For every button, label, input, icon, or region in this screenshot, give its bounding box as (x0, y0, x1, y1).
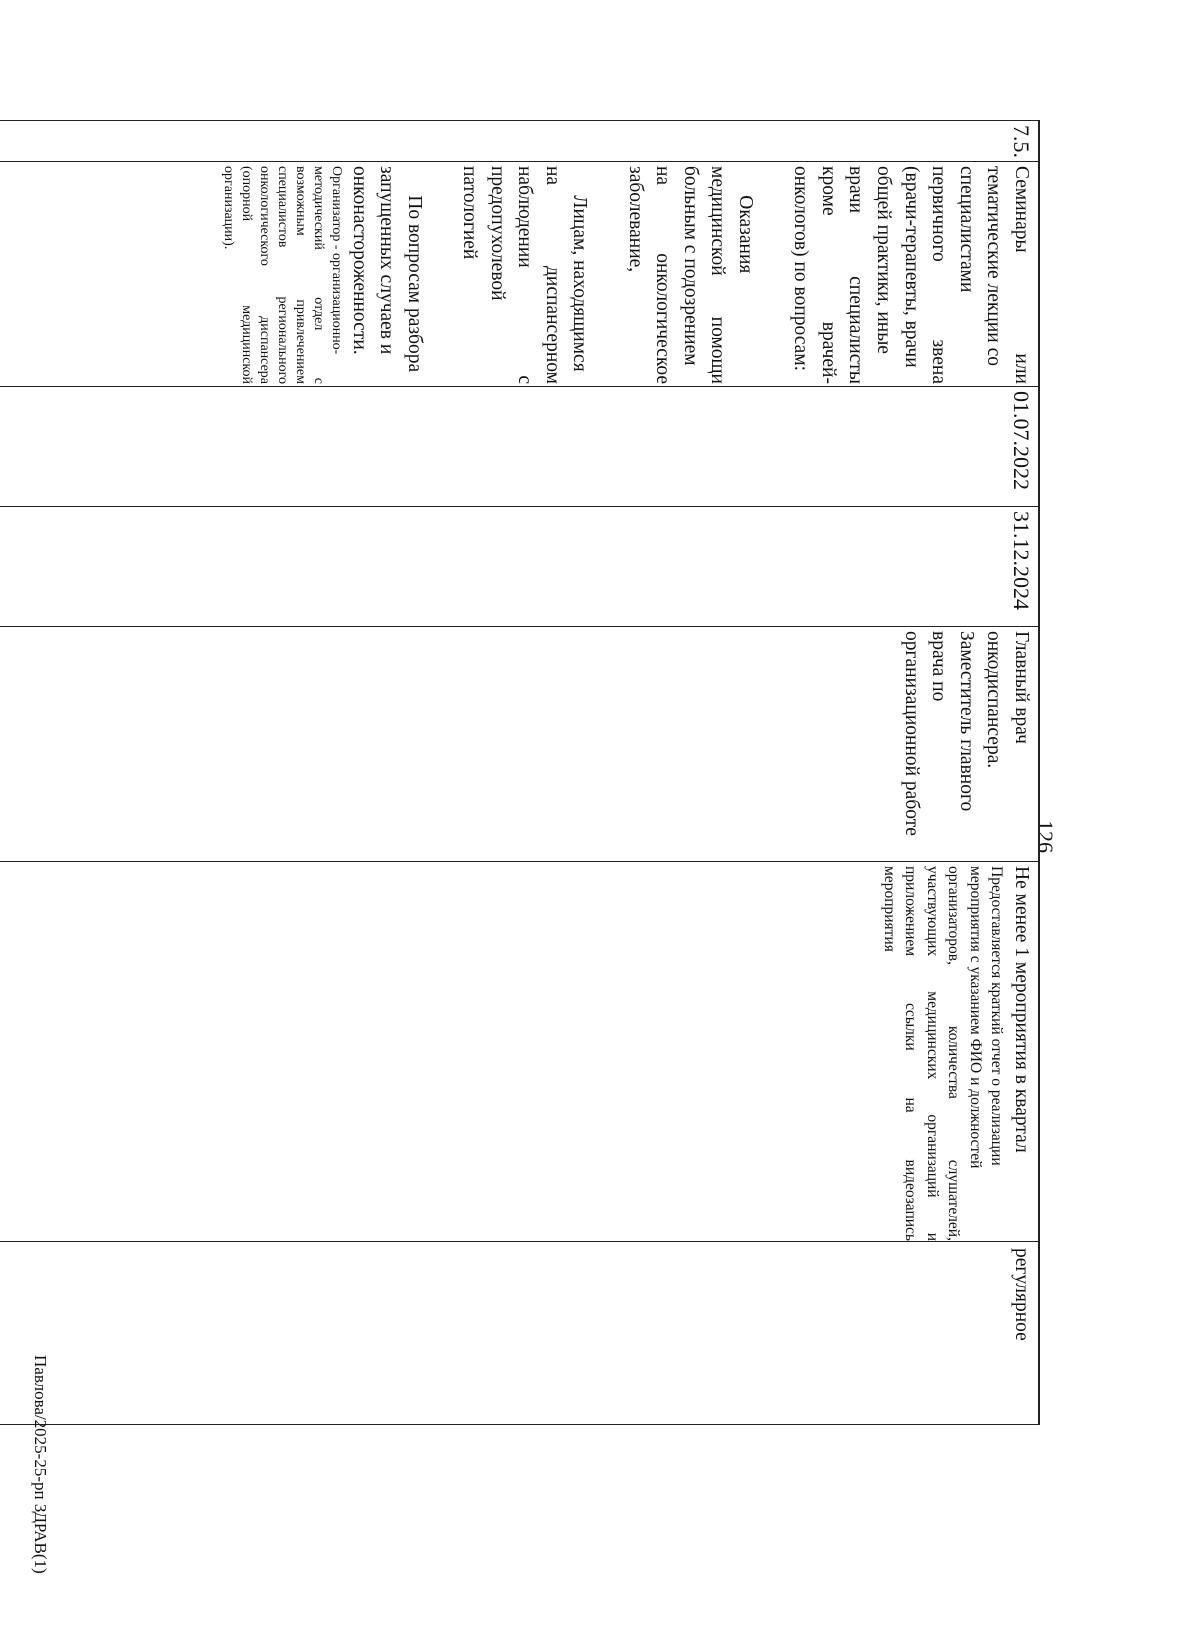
text-line (980, 166, 1008, 384)
col-divider (0, 626, 1039, 627)
word: заболевание, (624, 166, 646, 273)
text-line (704, 166, 732, 384)
word: или (1011, 353, 1032, 384)
text-line (952, 166, 980, 384)
word: ссылки (902, 1002, 920, 1051)
text-line (428, 166, 456, 384)
responsible-lines (897, 631, 1035, 866)
word: с (514, 375, 536, 384)
text-line (373, 166, 401, 384)
description-lines (345, 166, 1035, 384)
organizer-lines (219, 166, 345, 384)
word: привлечением (293, 299, 309, 384)
start-date: 01.07.2022 (1009, 391, 1034, 490)
word: приложением (902, 866, 920, 957)
word: на (541, 166, 563, 186)
col-divider (0, 1241, 1039, 1242)
responsible-line: Заместитель главного (955, 631, 977, 812)
end-date: 31.12.2024 (1009, 511, 1034, 610)
word: специалистов (275, 166, 291, 248)
text-line (291, 166, 309, 384)
word: (опорной (239, 166, 255, 222)
word: (врачи-терапевты, врачи (900, 166, 922, 368)
text-line (538, 166, 566, 384)
word: онкологическое (652, 253, 674, 384)
word: Лицам, находящимся (569, 166, 591, 372)
text-line (400, 166, 428, 384)
text-line (456, 166, 484, 384)
text-line (787, 166, 815, 384)
word: медицинских (923, 991, 941, 1080)
word: количества (945, 1025, 963, 1099)
text-line (255, 166, 273, 384)
page-number: 126 (1033, 820, 1058, 853)
text-line (219, 166, 237, 384)
text-line (483, 166, 511, 384)
text-line (345, 166, 373, 384)
word: на (902, 1097, 920, 1113)
text-line (842, 166, 870, 384)
word: запущенных случаев и (376, 166, 398, 355)
word: организации). (221, 166, 237, 250)
word: на (652, 166, 674, 186)
word: возможным (293, 166, 309, 236)
responsible-line: организационной работе (900, 631, 922, 836)
text-line (964, 866, 986, 1241)
word: медицинской (239, 305, 255, 384)
word: мероприятия (880, 866, 898, 952)
text-line (649, 166, 677, 384)
col-divider (0, 386, 1039, 387)
text-line (814, 166, 842, 384)
word: больным с подозрением (679, 166, 701, 366)
word: тематические лекции со (983, 166, 1005, 366)
word: общей практики, иные (873, 166, 895, 354)
measure-description (219, 166, 1035, 384)
text-line (273, 166, 291, 384)
word: специалистами (955, 166, 977, 293)
word: организаторов, (945, 866, 963, 965)
indicator-body (878, 866, 1007, 1241)
word: врачей- (817, 321, 839, 384)
text-line (676, 166, 704, 384)
word: и (923, 1232, 941, 1241)
word: отдел (311, 297, 327, 331)
text-line (921, 866, 943, 1241)
text-line (731, 166, 759, 384)
word: регионального (275, 296, 291, 384)
text-line (511, 166, 539, 384)
text-line (897, 166, 925, 384)
text-line (621, 166, 649, 384)
text-line (878, 866, 900, 1241)
word: Организатор - организационно- (329, 166, 345, 355)
col-divider (0, 161, 1039, 162)
word: врачи (845, 166, 867, 214)
responsible-line: онкодиспансера. (983, 631, 1005, 769)
text-line (943, 866, 965, 1241)
word: диспансерном (541, 266, 563, 384)
text-line (327, 166, 345, 384)
word: звена (928, 339, 950, 384)
document-code: Павлова/2025-25-рп ЗДРАВ(1) (31, 1355, 50, 1574)
table-top-line (1038, 121, 1039, 1424)
word: онконастороженности. (348, 166, 370, 355)
row-number: 7.5. (1009, 125, 1034, 158)
word (759, 166, 787, 171)
word: онкологов) по вопросам: (790, 166, 812, 372)
indicator-title: Не менее 1 мероприятия в квартал (1011, 866, 1032, 1153)
word: Предоставляется краткий отчет о реализации (988, 866, 1006, 1166)
text-line (1007, 166, 1035, 384)
measures-table (0, 120, 1040, 1425)
text-line (309, 166, 327, 384)
word: патологией (459, 166, 481, 260)
word: наблюдении (514, 166, 536, 268)
col-divider (0, 861, 1039, 862)
responsible-line: Главный врач (1011, 631, 1032, 744)
word: слушателей, (945, 1159, 963, 1241)
word: методический (311, 166, 327, 250)
col-divider (0, 506, 1039, 507)
word: первичного (928, 166, 950, 262)
word: мероприятия с указанием ФИО и должностей (966, 866, 984, 1169)
text-line (759, 166, 787, 384)
text-line (869, 166, 897, 384)
word: Оказания (735, 166, 757, 274)
word: с (311, 377, 327, 384)
text-line (925, 166, 953, 384)
word: медицинской (707, 166, 729, 276)
word (428, 166, 456, 171)
text-line (986, 866, 1008, 1241)
word: Семинары (1011, 166, 1032, 253)
word: организаций (923, 1114, 941, 1198)
word: помощи (707, 316, 729, 384)
word: видеозапись (902, 1159, 920, 1241)
word: участвующих (923, 866, 941, 957)
text-line (566, 166, 594, 384)
word: кроме (817, 166, 839, 216)
word (594, 166, 622, 171)
periodicity: регулярное (1011, 1248, 1032, 1341)
text-line (594, 166, 622, 384)
text-line (237, 166, 255, 384)
text-line (900, 866, 922, 1241)
word: специалисты (845, 276, 867, 384)
word: предопухолевой (486, 166, 508, 301)
responsible-line: врача по (928, 631, 950, 702)
word: По вопросам разбора (403, 166, 425, 373)
responsible-persons (897, 631, 1035, 866)
indicator (878, 866, 1035, 1241)
word: онкологического (257, 166, 273, 266)
word: диспансера (257, 316, 273, 384)
